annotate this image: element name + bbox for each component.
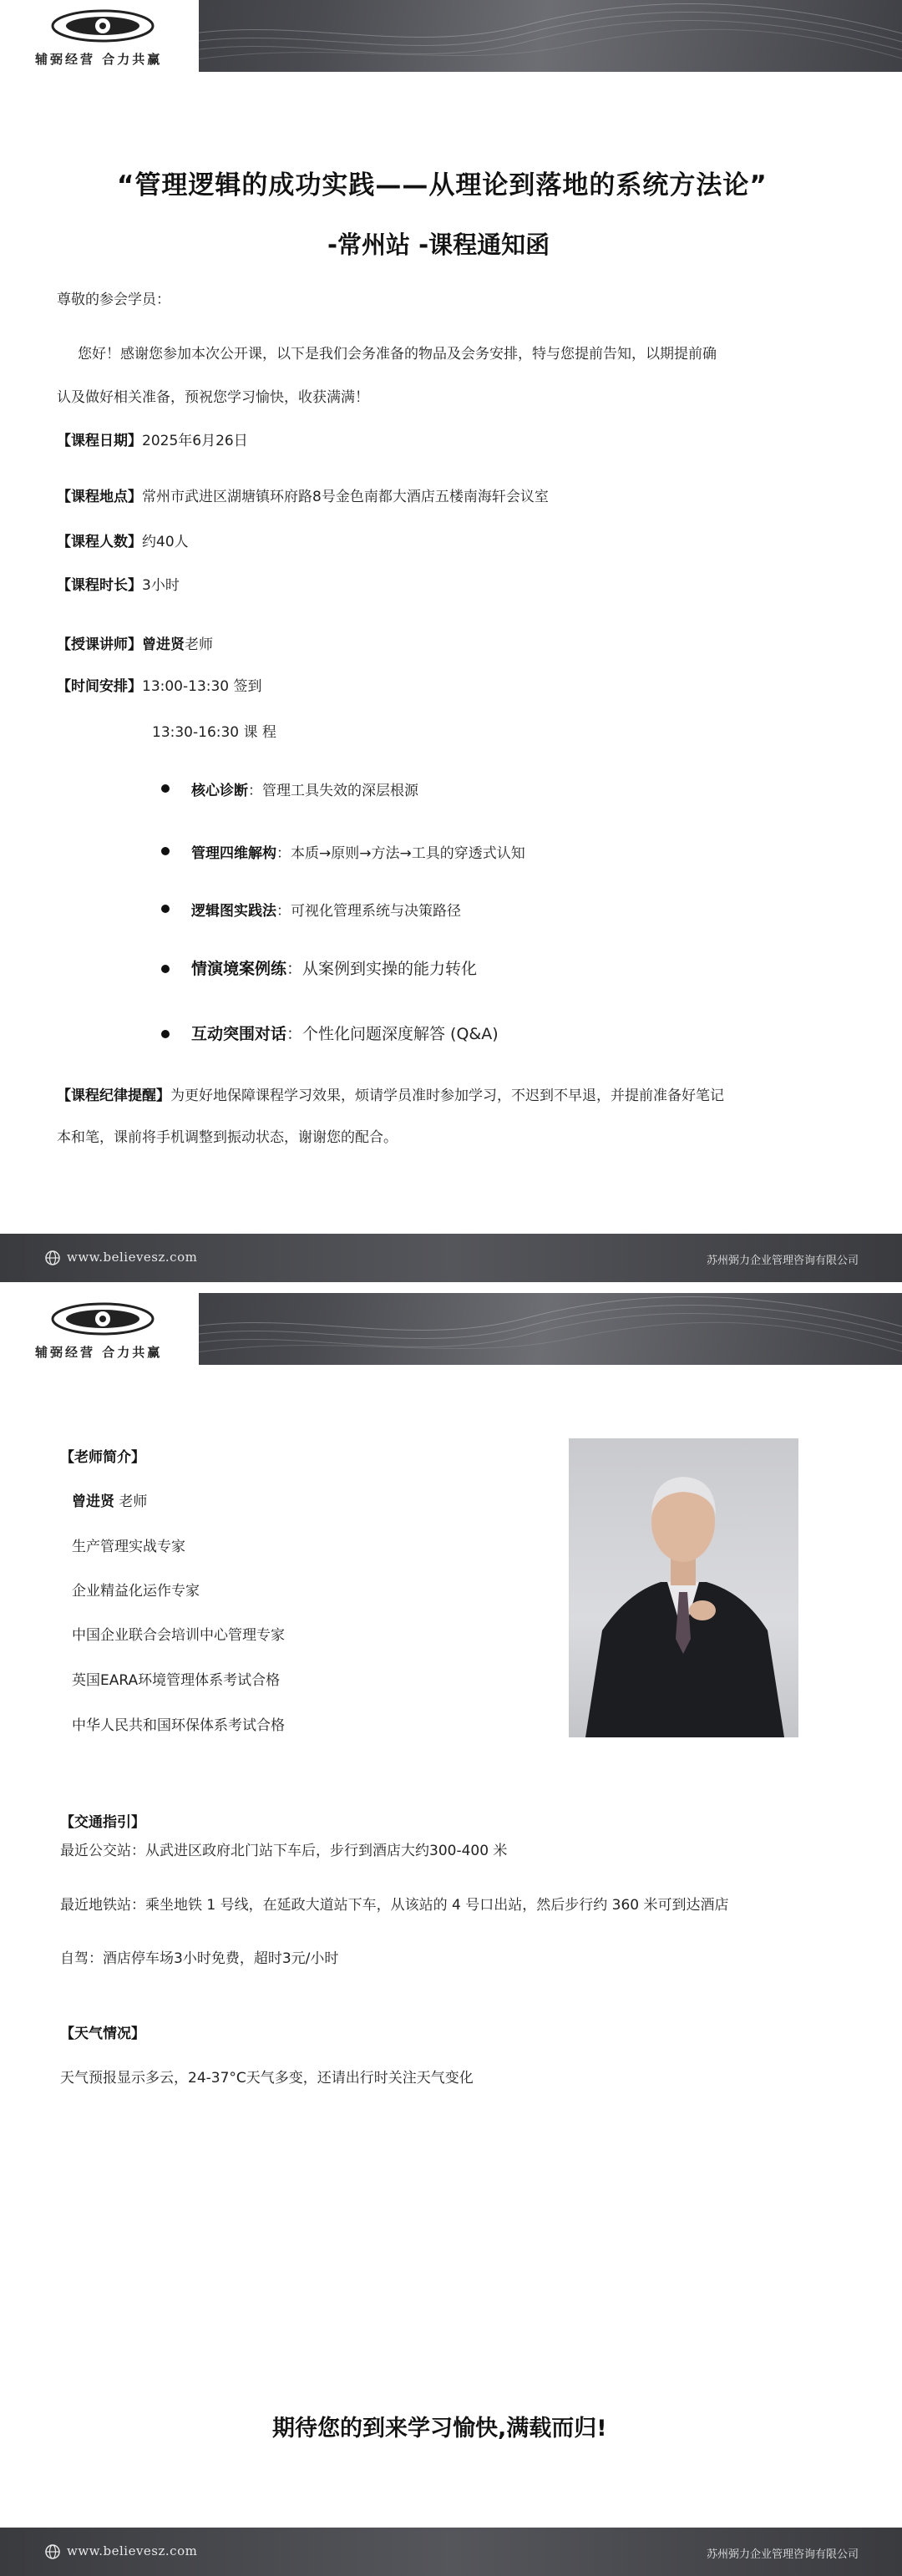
lecturer-suffix: 老师 (185, 636, 213, 653)
lecturer-label: 【授课讲师】 (57, 636, 142, 653)
bullet-icon (161, 847, 170, 855)
traffic-metro: 最近地铁站：乘坐地铁 1 号线，在延政大道站下车，从该站的 4 号口出站，然后步行约 360 米可到达酒店 (60, 1897, 729, 1914)
header-slogan: 辅弼经营 合力共赢 (35, 52, 163, 67)
course-duration-row (57, 573, 180, 594)
course-duration-value: 3小时 (142, 577, 180, 594)
teacher-name: 曾进贤 (72, 1493, 114, 1510)
module-name: 逻辑图实践法 (191, 903, 276, 920)
teacher-portrait (569, 1438, 798, 1737)
course-count-value: 约40人 (142, 534, 189, 550)
teacher-section-label: 【老师简介】 (60, 1449, 145, 1466)
page-footer (0, 1234, 902, 1282)
notice-subtitle: -常州站 -课程通知函 (327, 231, 550, 259)
intro-line-1: 您好！感谢您参加本次公开课，以下是我们会务准备的物品及会务安排，特与您提前告知，以期提前确 (78, 346, 717, 363)
notice-page-1 (0, 0, 902, 1286)
course-count-row (57, 530, 189, 550)
module-item (191, 956, 477, 979)
closing-message: 期待您的到来学习愉快,满载而归! (272, 2416, 607, 2442)
traffic-bus: 最近公交站：从武进区政府北门站下车后，步行到酒店大约300-400 米 (60, 1843, 508, 1859)
logo-block (0, 0, 199, 72)
course-date-label: 【课程日期】 (57, 433, 142, 449)
module-item (191, 899, 461, 920)
teacher-credential: 英国EARA环境管理体系考试合格 (72, 1672, 281, 1689)
course-count-label: 【课程人数】 (57, 534, 142, 550)
footer-company: 苏州弼力企业管理咨询有限公司 (706, 1255, 859, 1267)
lecturer-name: 曾进贤 (142, 636, 185, 653)
module-desc: ：本质→原则→方法→工具的穿透式认知 (276, 845, 525, 862)
module-name: 管理四维解构 (191, 845, 276, 862)
teacher-credential: 企业精益化运作专家 (72, 1583, 200, 1600)
bullet-icon (161, 1030, 170, 1038)
discipline-line-2: 本和笔，课前将手机调整到振动状态，谢谢您的配合。 (57, 1129, 398, 1146)
schedule-label: 【时间安排】 (57, 678, 142, 695)
logo-block (0, 1293, 199, 1365)
teacher-title-suffix: 老师 (114, 1493, 148, 1510)
weather-text: 天气预报显示多云，24-37°C天气多变，还请出行时关注天气变化 (60, 2070, 474, 2087)
module-desc: ：管理工具失效的深层根源 (248, 783, 418, 799)
module-item (191, 841, 525, 862)
discipline-label: 【课程纪律提醒】 (57, 1088, 170, 1104)
course-location-value: 常州市武进区湖塘镇环府路8号金色南都大酒店五楼南海轩会议室 (142, 489, 549, 505)
footer-url[interactable]: www.believesz.com (67, 1250, 198, 1265)
module-name: 情演境案例练 (191, 960, 287, 978)
discipline-line-1: 为更好地保障课程学习效果，烦请学员准时参加学习，不迟到不早退，并提前准备好笔记 (170, 1088, 724, 1104)
module-item (191, 778, 418, 799)
bullet-icon (161, 965, 170, 973)
schedule-item-2: 13:30-16:30 课 程 (152, 724, 276, 741)
traffic-section-label: 【交通指引】 (60, 1814, 145, 1831)
teacher-credential: 中国企业联合会培训中心管理专家 (72, 1627, 285, 1644)
traffic-drive: 自驾：酒店停车场3小时免费，超时3元/小时 (60, 1950, 339, 1967)
bullet-icon (161, 905, 170, 913)
greeting: 尊敬的参会学员： (57, 292, 170, 308)
course-date-row (57, 428, 248, 449)
module-name: 核心诊断 (191, 783, 248, 799)
course-location-label: 【课程地点】 (57, 489, 142, 505)
footer-company: 苏州弼力企业管理咨询有限公司 (706, 2548, 859, 2561)
teacher-credential: 生产管理实战专家 (72, 1539, 185, 1555)
page-header (0, 1293, 902, 1365)
module-desc: ：可视化管理系统与决策路径 (276, 903, 461, 920)
globe-icon (45, 2544, 60, 2559)
company-logo-icon (48, 5, 157, 47)
company-logo-icon (48, 1298, 157, 1340)
teacher-credential: 中华人民共和国环保体系考试合格 (72, 1717, 285, 1734)
course-duration-label: 【课程时长】 (57, 577, 142, 594)
header-wave-decoration (150, 0, 902, 72)
page-footer (0, 2528, 902, 2576)
footer-url[interactable]: www.believesz.com (67, 2543, 198, 2558)
bullet-icon (161, 784, 170, 793)
weather-section-label: 【天气情况】 (60, 2026, 145, 2042)
module-item (191, 1022, 499, 1044)
teacher-name-row (72, 1489, 147, 1510)
teacher-portrait-figure (569, 1438, 798, 1737)
header-wave-decoration (150, 1293, 902, 1365)
module-name: 互动突围对话 (191, 1025, 287, 1043)
course-location-row (57, 484, 549, 505)
module-desc: ：从案例到实操的能力转化 (286, 960, 478, 978)
module-desc: ：个性化问题深度解答 (Q&A) (286, 1025, 499, 1043)
header-slogan: 辅弼经营 合力共赢 (35, 1345, 163, 1360)
intro-line-2: 认及做好相关准备，预祝您学习愉快，收获满满！ (57, 389, 369, 406)
schedule-item-1: 13:00-13:30 签到 (142, 678, 262, 695)
notice-title: “管理逻辑的成功实践——从理论到落地的系统方法论” (117, 170, 768, 200)
course-date-value: 2025年6月26日 (142, 433, 248, 449)
globe-icon (45, 1250, 60, 1265)
discipline-row (57, 1083, 724, 1104)
lecturer-row (57, 632, 213, 653)
page-header (0, 0, 902, 72)
schedule-row (57, 674, 262, 695)
page-gap (0, 1286, 902, 1293)
